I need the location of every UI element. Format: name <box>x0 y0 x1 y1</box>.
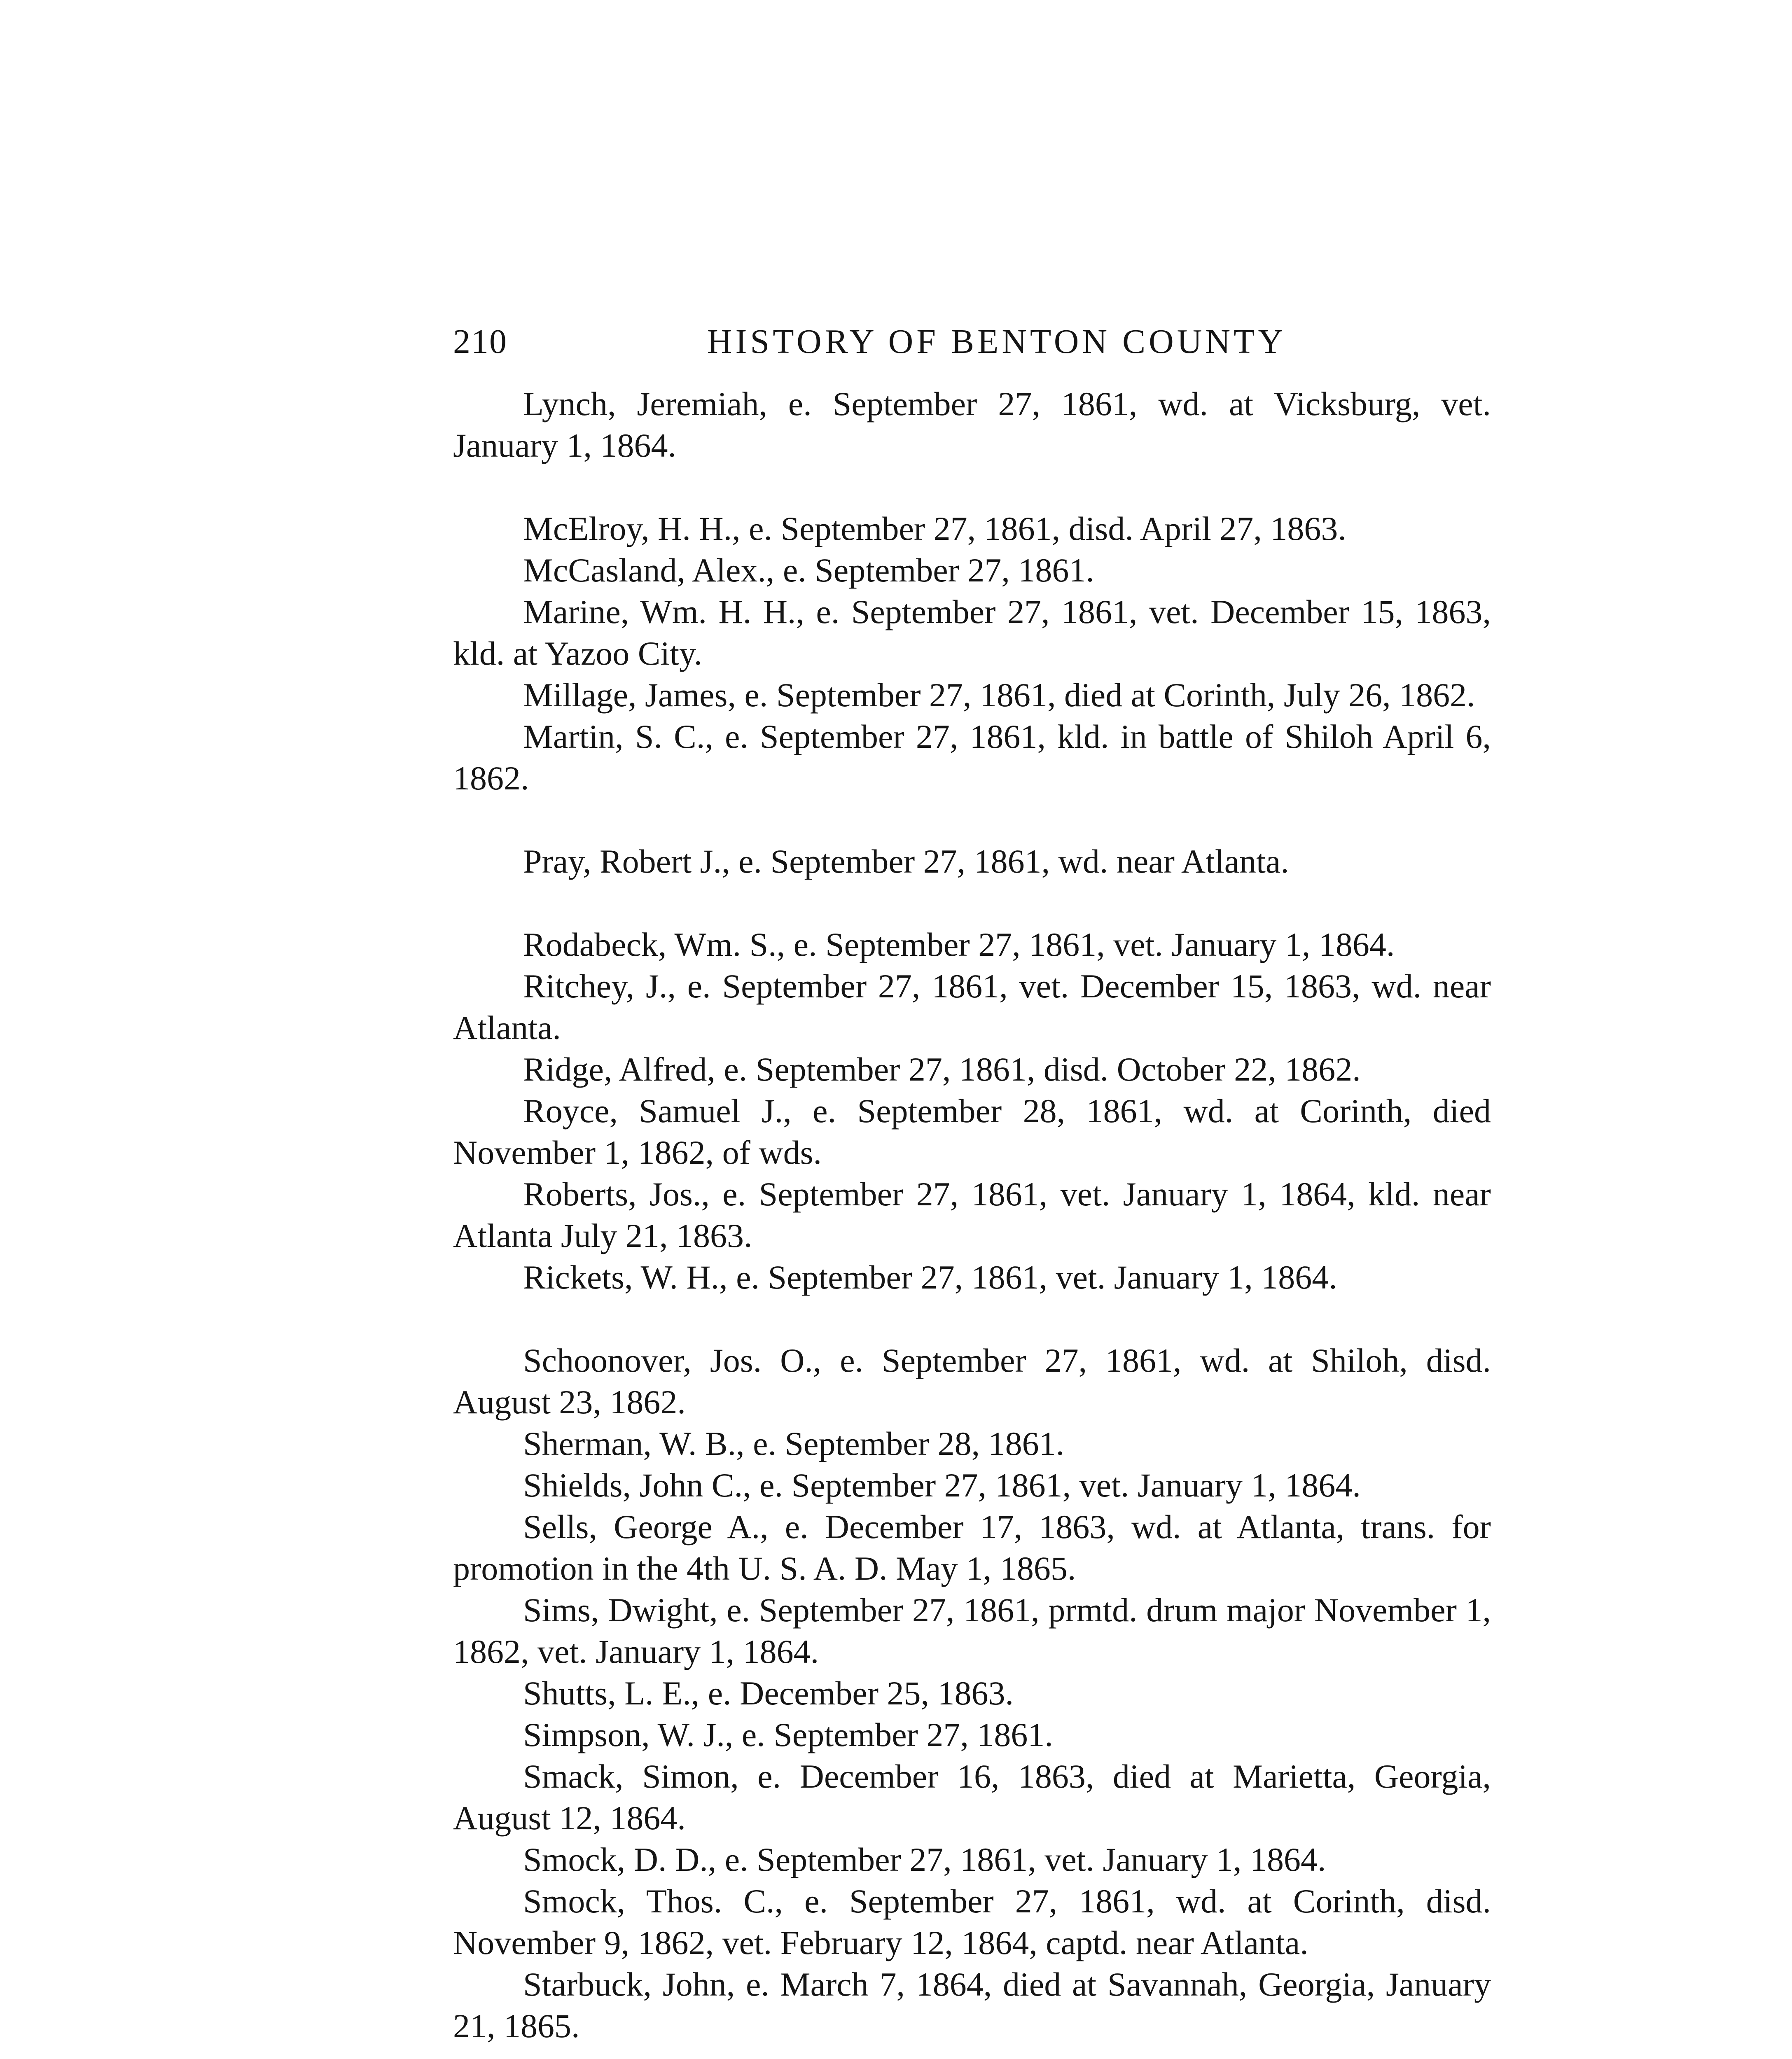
roster-entry: Shutts, L. E., e. December 25, 1863. <box>523 1674 1014 1712</box>
roster-entry: Roberts, Jos., e. September 27, 1861, vet. January 1, 1864, kld. near Atlanta July 21, 1863. <box>453 1175 1491 1254</box>
roster-entry: Millage, James, e. September 27, 1861, died at Corinth, July 26, 1862. <box>523 676 1475 714</box>
roster-entry: Royce, Samuel J., e. September 28, 1861, wd. at Corinth, died November 1, 1862, of wds. <box>453 1092 1491 1171</box>
roster-entry: Shields, John C., e. September 27, 1861, vet. January 1, 1864. <box>523 1466 1361 1504</box>
roster-entry: Martin, S. C., e. September 27, 1861, kld. in battle of Shiloh April 6, 1862. <box>453 718 1491 797</box>
roster-entry: Ridge, Alfred, e. September 27, 1861, disd. October 22, 1862. <box>523 1051 1361 1088</box>
roster-entry: McCasland, Alex., e. September 27, 1861. <box>523 551 1094 589</box>
roster-entry: Simpson, W. J., e. September 27, 1861. <box>523 1716 1053 1753</box>
roster-entry: Starbuck, John, e. March 7, 1864, died at Savannah, Georgia, January 21, 1865. <box>453 1966 1491 2045</box>
roster-entry: Marine, Wm. H. H., e. September 27, 1861, vet. December 15, 1863, kld. at Yazoo City. <box>453 593 1491 672</box>
roster-entry: Rickets, W. H., e. September 27, 1861, vet. January 1, 1864. <box>523 1258 1337 1296</box>
roster-entry: Smock, Thos. C., e. September 27, 1861, wd. at Corinth, disd. November 9, 1862, vet. February 12, 1864, captd. near Atlanta. <box>453 1882 1491 1961</box>
page-number: 210 <box>453 322 507 361</box>
roster-entry: Smack, Simon, e. December 16, 1863, died at Marietta, Georgia, August 12, 1864. <box>453 1758 1491 1837</box>
roster-entry: Rodabeck, Wm. S., e. September 27, 1861, vet. January 1, 1864. <box>523 926 1395 963</box>
roster-entry: Pray, Robert J., e. September 27, 1861, wd. near Atlanta. <box>523 843 1289 880</box>
roster-entry: Sherman, W. B., e. September 28, 1861. <box>523 1425 1065 1462</box>
roster-entry: Lynch, Jeremiah, e. September 27, 1861, wd. at Vicksburg, vet. January 1, 1864. <box>453 385 1491 464</box>
book-page <box>453 321 1491 2059</box>
roster-entry: McElroy, H. H., e. September 27, 1861, disd. April 27, 1863. <box>523 510 1346 547</box>
page-header <box>453 321 1491 383</box>
roster-entry: Ritchey, J., e. September 27, 1861, vet. December 15, 1863, wd. near Atlanta. <box>453 967 1491 1046</box>
roster-entry: Schoonover, Jos. O., e. September 27, 1861, wd. at Shiloh, disd. August 23, 1862. <box>453 1342 1491 1421</box>
roster-entry: Sells, George A., e. December 17, 1863, wd. at Atlanta, trans. for promotion in the 4th U. S. A. D. May 1, 1865. <box>453 1508 1491 1587</box>
running-title: HISTORY OF BENTON COUNTY <box>707 322 1287 361</box>
roster-entries <box>453 383 1491 2047</box>
roster-entry: Sims, Dwight, e. September 27, 1861, prmtd. drum major November 1, 1862, vet. January 1, 1864. <box>453 1591 1491 1670</box>
roster-entry: Smock, D. D., e. September 27, 1861, vet. January 1, 1864. <box>523 1841 1326 1878</box>
